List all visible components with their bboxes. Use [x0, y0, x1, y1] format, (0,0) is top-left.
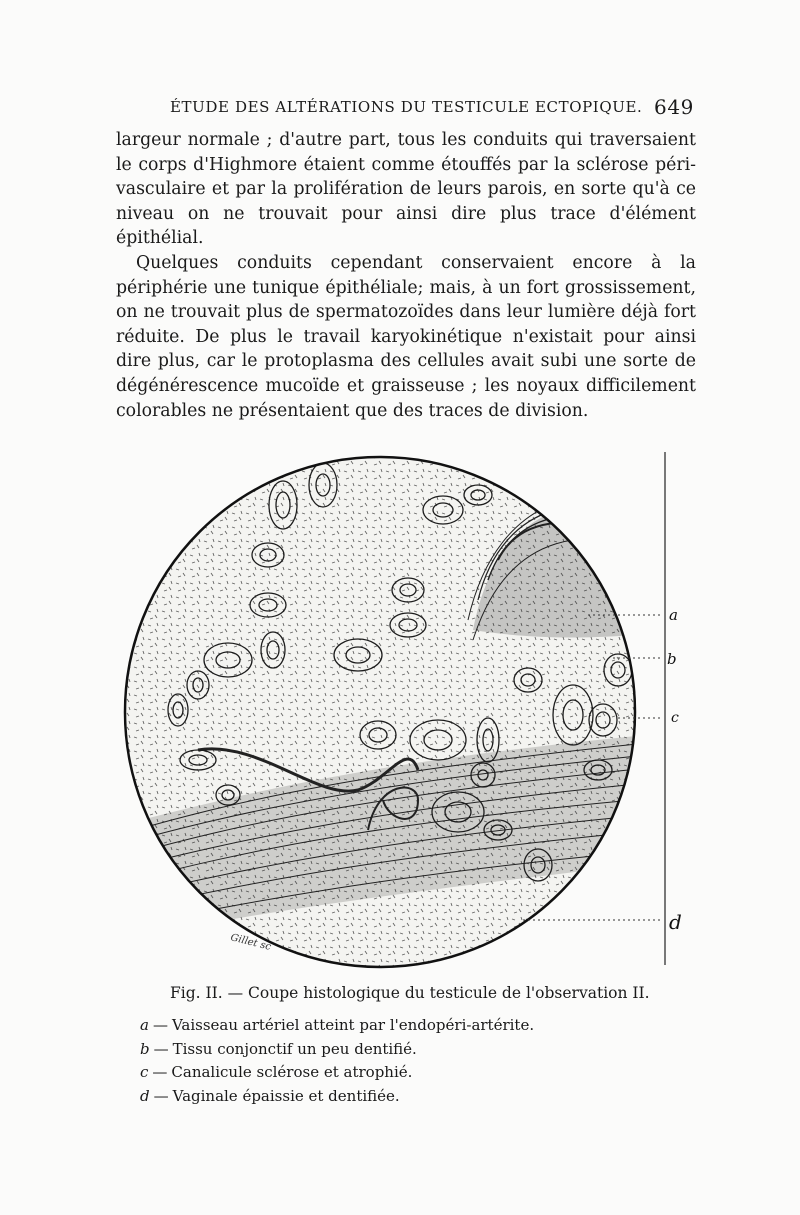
engraver-signature: Gillet sc	[229, 932, 273, 953]
body-text	[116, 128, 696, 423]
running-head	[170, 95, 694, 119]
paragraph-2: Quelques conduits cependant conservaient encore à la périphérie une tunique épithéliale; mais, à un fort grossissement, on ne trouvait plus de spermatozoïdes dans leur lumière déjà fort réduite. De plus le travail karyokinétique n'existait pour ainsi dire plus, car le protoplasma des cellules avait subi une sorte de dégénérescence mucoïde et graisseuse ; les noyaux difficilement colorables ne présentaient que des traces de division.	[116, 252, 696, 421]
running-head-title: ÉTUDE DES ALTÉRATIONS DU TESTICULE ECTOPIQUE.	[170, 98, 643, 116]
marker-b: b	[667, 650, 677, 668]
paragraph-1: largeur normale ; d'autre part, tous les conduits qui traversaient le corps d'Highmore étaient comme étouffés par la sclérose péri-vasculaire et par la prolifération de leurs parois, en sorte qu'à ce niveau on ne trouvait pour ainsi dire plus trace d'élément épithélial.	[116, 130, 696, 249]
marker-a: a	[669, 606, 678, 624]
histology-figure	[118, 440, 698, 980]
marker-d: d	[669, 910, 682, 934]
legend-item: c — Canalicule sclérose et atrophié.	[140, 1063, 413, 1082]
page-number: 649	[654, 95, 694, 119]
figure-caption: Fig. II. — Coupe histologique du testicule de l'observation II.	[170, 984, 650, 1002]
legend-item: d — Vaginale épaissie et dentifiée.	[140, 1086, 400, 1105]
histology-engraving	[118, 440, 698, 980]
legend-item: b — Tissu conjonctif un peu dentifié.	[140, 1039, 417, 1058]
marker-c: c	[671, 710, 679, 726]
figure-legend	[140, 1014, 600, 1108]
legend-item: a — Vaisseau artériel atteint par l'endopéri-artérite.	[140, 1016, 535, 1034]
